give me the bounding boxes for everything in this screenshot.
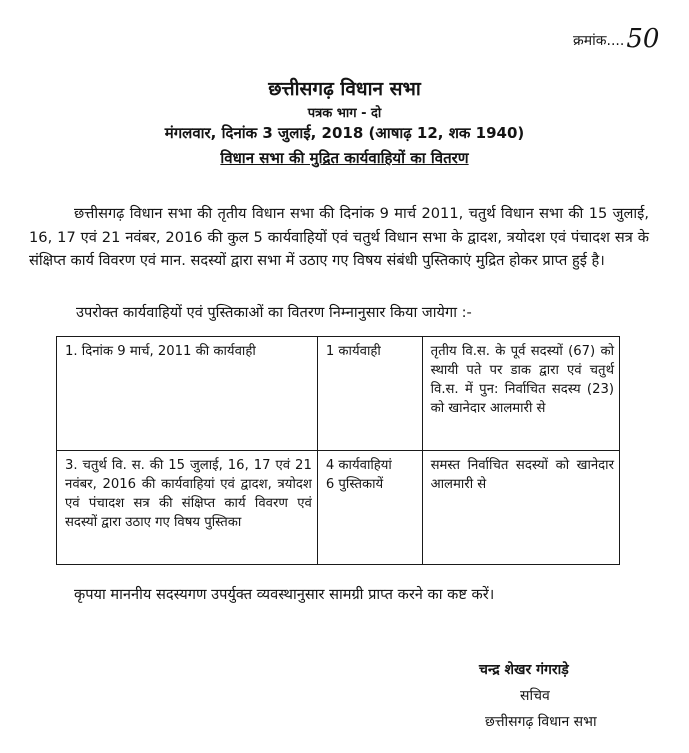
table-row bbox=[57, 337, 620, 451]
bulletin-subject: विधान सभा की मुद्रित कार्यवाहियों का वितरण bbox=[220, 149, 469, 167]
item-cell: 3. चतुर्थ वि. स. की 15 जुलाई, 16, 17 एवं 21 नवंबर, 2016 की कार्यवाहियां एवं द्वादश, त्रयोदश एवं पंचादश सत्र की संक्षिप्त कार्य विवरण एवं सदस्यों द्वारा उठाए गए विषय पुस्तिका bbox=[57, 451, 318, 565]
quantity-line: 1 कार्यवाही bbox=[325, 344, 381, 359]
assembly-title: छत्तीसगढ़ विधान सभा bbox=[268, 78, 421, 100]
quantity-cell bbox=[317, 337, 422, 451]
quantity-line: 4 कार्यवाहियां bbox=[325, 458, 392, 473]
distribution-intro: उपरोक्त कार्यवाहियों एवं पुस्तिकाओं का वितरण निम्नानुसार किया जायेगा :- bbox=[76, 304, 472, 321]
recipients-cell: तृतीय वि.स. के पूर्व सदस्यों (67) को स्थायी पते पर डाक द्वारा एवं चतुर्थ वि.स. में पुन: निर्वाचित सदस्य (23) को खानेदार आलमारी से bbox=[422, 337, 619, 451]
signatory-name: चन्द्र शेखर गंगराड़े bbox=[479, 662, 569, 678]
serial-number: 50 bbox=[626, 24, 660, 54]
signatory-office: छत्तीसगढ़ विधान सभा bbox=[485, 714, 597, 730]
serial-label: क्रमांक bbox=[573, 33, 607, 49]
bulletin-date: मंगलवार, दिनांक 3 जुलाई, 2018 (आषाढ़ 12, शक 1940) bbox=[164, 124, 525, 142]
distribution-table bbox=[56, 336, 620, 565]
bulletin-part: पत्रक भाग - दो bbox=[307, 106, 382, 121]
body-paragraph-text: छत्तीसगढ़ विधान सभा की तृतीय विधान सभा की दिनांक 9 मार्च 2011, चतुर्थ विधान सभा की 15 जुलाई, 16, 17 एवं 21 नवंबर, 2016 की कुल 5 कार्यवाहियों एवं चतुर्थ विधान सभा के द्वादश, त्रयोदश एवं पंचादश सत्र के संक्षिप्त कार्य विवरण एवं मान. सदस्यों द्वारा सभा में उठाए गए विषय संबंधी पुस्तिकाएं मुद्रित होकर प्राप्त हुई है। bbox=[29, 205, 649, 269]
signatory-designation: सचिव bbox=[520, 688, 550, 704]
members-request: कृपया माननीय सदस्यगण उपर्युक्त व्यवस्थानुसार सामग्री प्राप्त करने का कष्ट करें। bbox=[74, 586, 495, 603]
table-row bbox=[57, 451, 620, 565]
item-cell: 1. दिनांक 9 मार्च, 2011 की कार्यवाही bbox=[57, 337, 318, 451]
serial-number-block bbox=[573, 22, 659, 52]
quantity-line: 6 पुस्तिकायें bbox=[325, 477, 384, 492]
serial-dots: .... bbox=[606, 33, 625, 49]
body-paragraph bbox=[29, 202, 649, 273]
recipients-cell: समस्त निर्वाचित सदस्यों को खानेदार आलमारी से bbox=[422, 451, 619, 565]
quantity-cell bbox=[317, 451, 422, 565]
